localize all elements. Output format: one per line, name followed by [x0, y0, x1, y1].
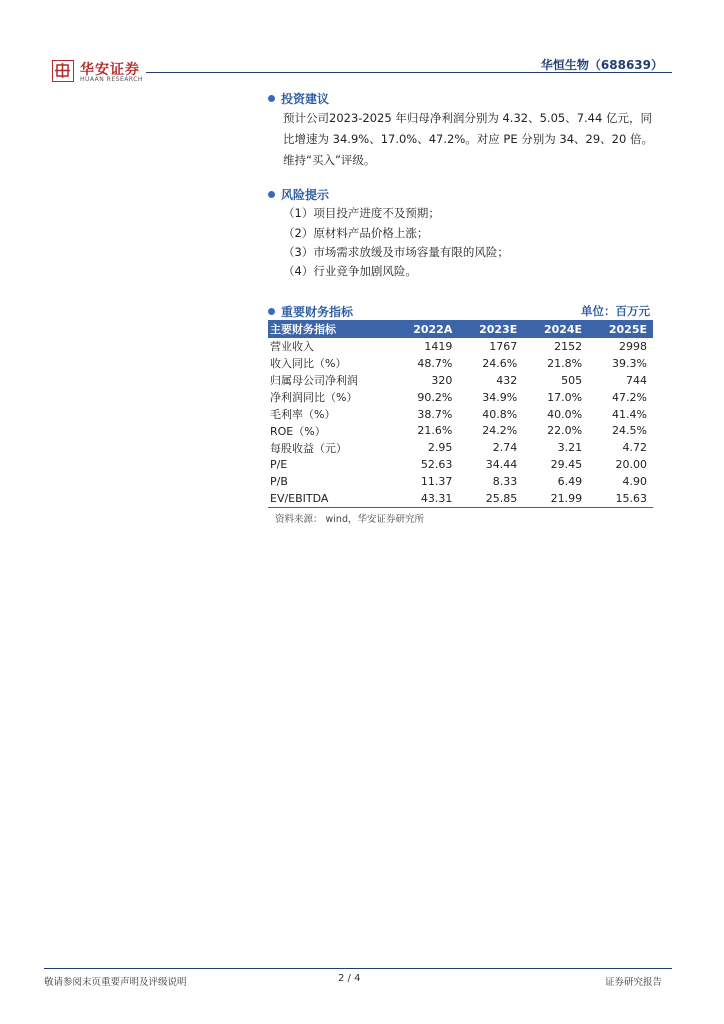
value-cell: 2152	[554, 339, 583, 353]
bullet-icon	[268, 95, 275, 102]
value-cell: 21.8%	[547, 356, 583, 370]
row-label-cell: 归属母公司净利润	[270, 374, 358, 388]
value-cell: 3.21	[557, 441, 583, 455]
value-cell: 38.7%	[417, 407, 453, 421]
value-cell: 40.0%	[547, 407, 583, 421]
value-cell: 744	[626, 373, 647, 387]
disclaimer-note: 敬请参阅末页重要声明及评级说明	[44, 977, 187, 988]
table-row	[268, 439, 653, 456]
risk-section-title: 风险提示	[268, 186, 329, 203]
value-cell: 320	[431, 373, 453, 387]
value-cell: 2.95	[427, 441, 453, 455]
value-cell: 24.6%	[482, 356, 518, 370]
value-cell: 1767	[489, 339, 518, 353]
logo-icon	[52, 60, 74, 82]
risk-item: （2）原材料产品价格上涨；	[283, 226, 429, 240]
value-cell: 17.0%	[547, 390, 583, 404]
value-cell: 4.90	[622, 475, 647, 489]
value-cell: 4.72	[622, 441, 647, 455]
row-label-cell: 净利润同比（%）	[270, 391, 358, 405]
financial-table	[268, 320, 653, 508]
table-row	[268, 372, 653, 389]
value-cell: 39.3%	[612, 356, 647, 370]
table-row	[268, 355, 653, 372]
risk-item: （4）行业竞争加剧风险。	[283, 264, 417, 278]
unit-label: 单位：百万元	[581, 304, 650, 318]
header-cell: 2025E	[588, 320, 653, 338]
logo-subtext: HUAAN RESEARCH	[80, 76, 143, 83]
value-cell: 24.2%	[482, 424, 518, 438]
value-cell: 43.31	[392, 490, 458, 507]
table-row	[268, 456, 653, 473]
value-cell: 40.8%	[482, 407, 518, 421]
value-cell: 34.9%	[482, 390, 518, 404]
header-cell: 主要财务指标	[268, 320, 392, 338]
row-label-cell: 营业收入	[270, 340, 314, 354]
value-cell: 47.2%	[612, 390, 647, 404]
table-row	[268, 490, 653, 507]
table-row	[268, 422, 653, 439]
table-header-row	[268, 320, 653, 338]
value-cell: 432	[496, 373, 518, 387]
fin-section-title: 重要财务指标	[268, 303, 353, 320]
value-cell: 90.2%	[417, 390, 453, 404]
table-row	[268, 406, 653, 423]
table-row	[268, 338, 653, 355]
header-cell: 2024E	[523, 320, 588, 338]
value-cell: 2.74	[492, 441, 518, 455]
invest-section-title: 投资建议	[268, 90, 329, 107]
value-cell: 2998	[619, 339, 647, 353]
row-label-cell: EV/EBITDA	[268, 490, 392, 507]
row-label-cell: ROE（%）	[270, 424, 326, 438]
row-label-cell: P/E	[270, 458, 288, 472]
value-cell: 24.5%	[612, 424, 647, 438]
value-cell: 41.4%	[612, 407, 647, 421]
value-cell: 20.00	[615, 458, 647, 472]
header-divider	[146, 72, 672, 73]
row-label-cell: 毛利率（%）	[270, 408, 336, 421]
value-cell: 11.37	[420, 475, 453, 489]
report-type: 证券研究报告	[604, 977, 662, 988]
row-label-cell: 每股收益（元）	[270, 441, 347, 455]
value-cell: 8.33	[492, 475, 518, 489]
table-row	[268, 389, 653, 406]
page-number: 2 / 4	[338, 973, 361, 984]
header-cell: 2023E	[458, 320, 523, 338]
bullet-icon	[268, 191, 275, 198]
value-cell: 48.7%	[417, 356, 453, 370]
logo-text: 华安证券	[80, 62, 140, 78]
value-cell: 52.63	[420, 458, 453, 472]
value-cell: 6.49	[557, 475, 583, 489]
risk-item: （3）市场需求放缓及市场容量有限的风险；	[283, 245, 509, 259]
row-label-cell: P/B	[270, 475, 288, 489]
value-cell: 34.44	[485, 458, 518, 472]
value-cell: 1419	[424, 339, 453, 353]
value-cell: 15.63	[588, 490, 653, 507]
value-cell: 22.0%	[547, 424, 583, 438]
value-cell: 25.85	[458, 490, 523, 507]
invest-paragraph: 预计公司2023-2025 年归母净利润分别为 4.32、5.05、7.44 亿元，同比增速为 34.9%、17.0%、47.2%。对应 PE 分别为 34、29、20 倍。维持“买入”评级。	[283, 111, 653, 167]
value-cell: 29.45	[550, 458, 583, 472]
table-row	[268, 473, 653, 490]
company-name: 华恒生物（688639）	[540, 58, 663, 72]
risk-item: （1）项目投产进度不及预期；	[283, 206, 440, 220]
value-cell: 505	[561, 373, 583, 387]
header-cell: 2022A	[392, 320, 458, 338]
bullet-icon	[268, 308, 275, 315]
source-note: 资料来源： wind，华安证券研究所	[275, 514, 424, 525]
row-label-cell: 收入同比（%）	[270, 357, 347, 371]
footer-divider	[44, 968, 672, 969]
value-cell: 21.99	[523, 490, 588, 507]
value-cell: 21.6%	[417, 424, 453, 438]
